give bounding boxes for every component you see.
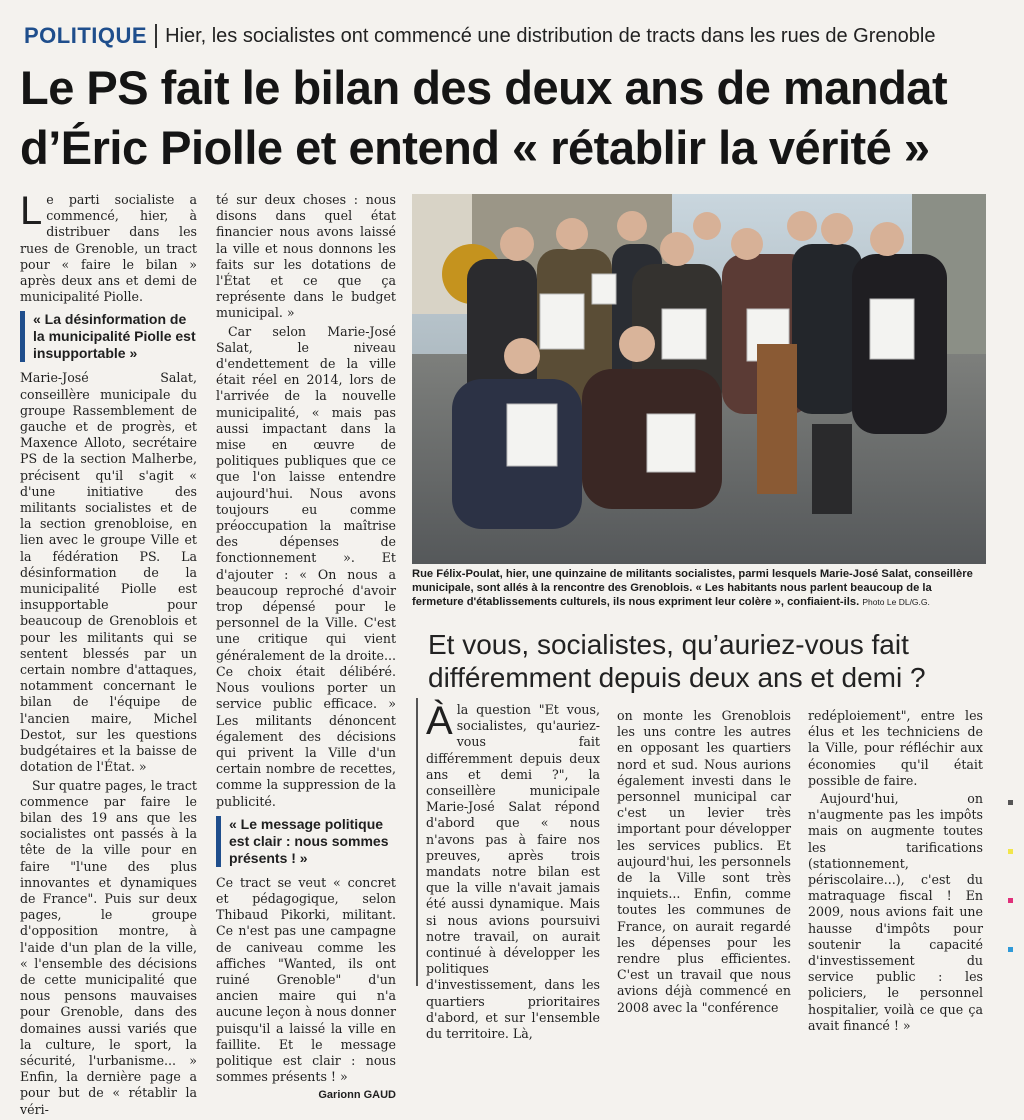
print-registration-marks [1008, 800, 1018, 996]
byline: Garionn GAUD [318, 1089, 396, 1102]
sidebar-title: Et vous, socialistes, qu’auriez-vous fait différemment depuis deux ans et demi ? [428, 629, 926, 693]
photo-illustration [412, 194, 986, 564]
pull-quote-1: « La désinformation de la municipalité Piolle est insupportable » [20, 311, 197, 362]
paragraph: Aujourd'hui, on n'augmente pas les impôts mais on augmente toutes les tarifications (stationnement, périscolaire...), c'est du matraquage fiscal ! En 2009, nous avions fait une hausse d'impôts pour soutenir la capacité d'investissement du service public : les policiers, le personnel hospitalier, voilà ce que ça avait financé ! » [808, 791, 983, 1033]
subheadline: Hier, les socialistes ont commencé une distribution de tracts dans les rues de Grenoble [165, 24, 936, 47]
drop-cap: À [426, 699, 453, 743]
article-column-2 [216, 192, 396, 1104]
paragraph: on monte les Grenoblois les uns contre les autres en opposant les quartiers nord et sud. Nous aurions également investi dans le personnel municipal car c'est un levier très important pour développer les services publics. Et aujourd'hui, les personnels de la Ville sont très inquiets... Enfin, comme toutes les communes de France, on aurait regardé les dépenses pour les rendre plus efficientes. C'est un travail que nous avions déjà commencé en 2008 avec la "conférence [617, 708, 791, 1015]
sidebar-rule [416, 698, 418, 986]
pull-quote-2: « Le message politique est clair : nous sommes présents ! » [216, 816, 396, 867]
paragraph: Car selon Marie-José Salat, le niveau d'endettement de la ville était réel en 2014, lors de l'arrivée de la nouvelle municipalité, « mais pas aussi impactant dans la mise en œuvre de politiques publiques que ce que l'on laisse entendre aujourd'hui. Nous avons toujours eu comme préoccupation la maîtrise des dépenses de fonctionnement ». Et d'ajouter : « On nous a beaucoup reproché d'avoir trop dépensé pour le personnel de la Ville. C'est une critique qui vient généralement de la droite... Ce choix était délibéré. Nous voulions porter un service public efficace. » Les militants dénoncent également des décisions qui privent la Ville d'un certain nombre de recettes, comme la suppression de la publicité. [216, 323, 396, 809]
caption-text: Rue Félix-Poulat, hier, une quinzaine de militants socialistes, parmi lesquels Marie-José Salat, conseillère municipale, sont allés à la rencontre des Grenoblois. « Les habitants nous parlent beaucoup de la fermeture d'établissements culturels, ils nous expriment leur colère », confiaient-ils. [412, 568, 973, 608]
drop-cap: L [20, 189, 43, 233]
paragraph: redéploiement", entre les élus et les techniciens de la Ville, pour réfléchir aux économies qu'il était possible de faire. [808, 708, 983, 788]
paragraph: té sur deux choses : nous disons dans quel état financier nous avons laissé la ville et nous donnons les faits sur les dotations de l'État et ce que ça représente dans le budget municipal. » [216, 192, 396, 321]
photo-caption [412, 567, 986, 609]
rubric-separator [155, 24, 157, 48]
lead-paragraph: Le parti socialiste a commencé, hier, à distribuer dans les rues de Grenoble, un tract pour « faire le bilan » après deux ans et demi de municipalité Piolle. [20, 189, 197, 305]
paragraph: Marie-José Salat, conseillère municipale du groupe Rassemblement de gauche et de progrès, et Maxence Alloto, secrétaire PS de la section Malherbe, précisent qu'il s'agit « d'une initiative des militants socialistes et de la section grenobloise, en lien avec le groupe Ville et la fédération PS. La désinformation de la municipalité Piolle est insupportable pour beaucoup de Grenoblois et pour les militants qui se sentent blessés par un certain nombre d'attaques, notamment concernant le bilan de l'équipe de l'ancien maire, Michel Destot, sur les questions budgétaires et la baisse de dotation de l'État. » [20, 370, 197, 775]
sidebar-column-2 [617, 708, 791, 1018]
article-column-1 [20, 189, 197, 1120]
sidebar-column-1 [426, 699, 600, 1044]
paragraph: Ce tract se veut « concret et pédagogique, selon Thibaud Pikorki, militant. Ce n'est pas une campagne de caniveau comme les affiches "Wanted, ils ont ruiné Grenoble" d'un ancien maire qui n'a aucune leçon à nous donner puisqu'il a laissé la ville en faillite. Et le message politique est clair : nous sommes présents ! » [216, 874, 396, 1085]
headline: Le PS fait le bilan des deux ans de mandat d’Éric Piolle et entend « rétablir la vérité » [20, 61, 948, 174]
paragraph: Àla question "Et vous, socialistes, qu'auriez-vous fait différemment depuis deux ans et demi ?", la conseillère municipale Marie-José Salat répond d'abord que « nous n'avons pas à faire nos preuves, après trois mandats notre bilan est que la ville n'avait jamais été aussi dynamique. Mais si nous avions poursuivi notre travail, on aurait continué à développer les politiques d'investissement, dans les quartiers prioritaires d'abord, et sur l'ensemble du territoire. Là, [426, 699, 600, 1042]
paragraph: Sur quatre pages, le tract commence par faire le bilan des 19 ans que les socialistes ont passés à la tête de la ville pour en faire "l'une des plus innovantes et dynamiques de France". Puis sur deux pages, le groupe d'opposition montre, à l'aide d'un plan de la ville, « l'ensemble des décisions de cette municipalité que nous pensons mauvaises pour Grenoble, dans des domaines aussi variés que la culture, le sport, la sécurité, l'urbanisme... » Enfin, la dernière page a pour but de « rétablir la véri- [20, 777, 197, 1117]
photo-of-militants [412, 194, 986, 564]
sidebar-column-3 [808, 708, 983, 1036]
section-kicker: POLITIQUE [24, 23, 148, 48]
rubric-line [24, 20, 935, 52]
photo-credit: Photo Le DL/G.G. [862, 597, 930, 607]
